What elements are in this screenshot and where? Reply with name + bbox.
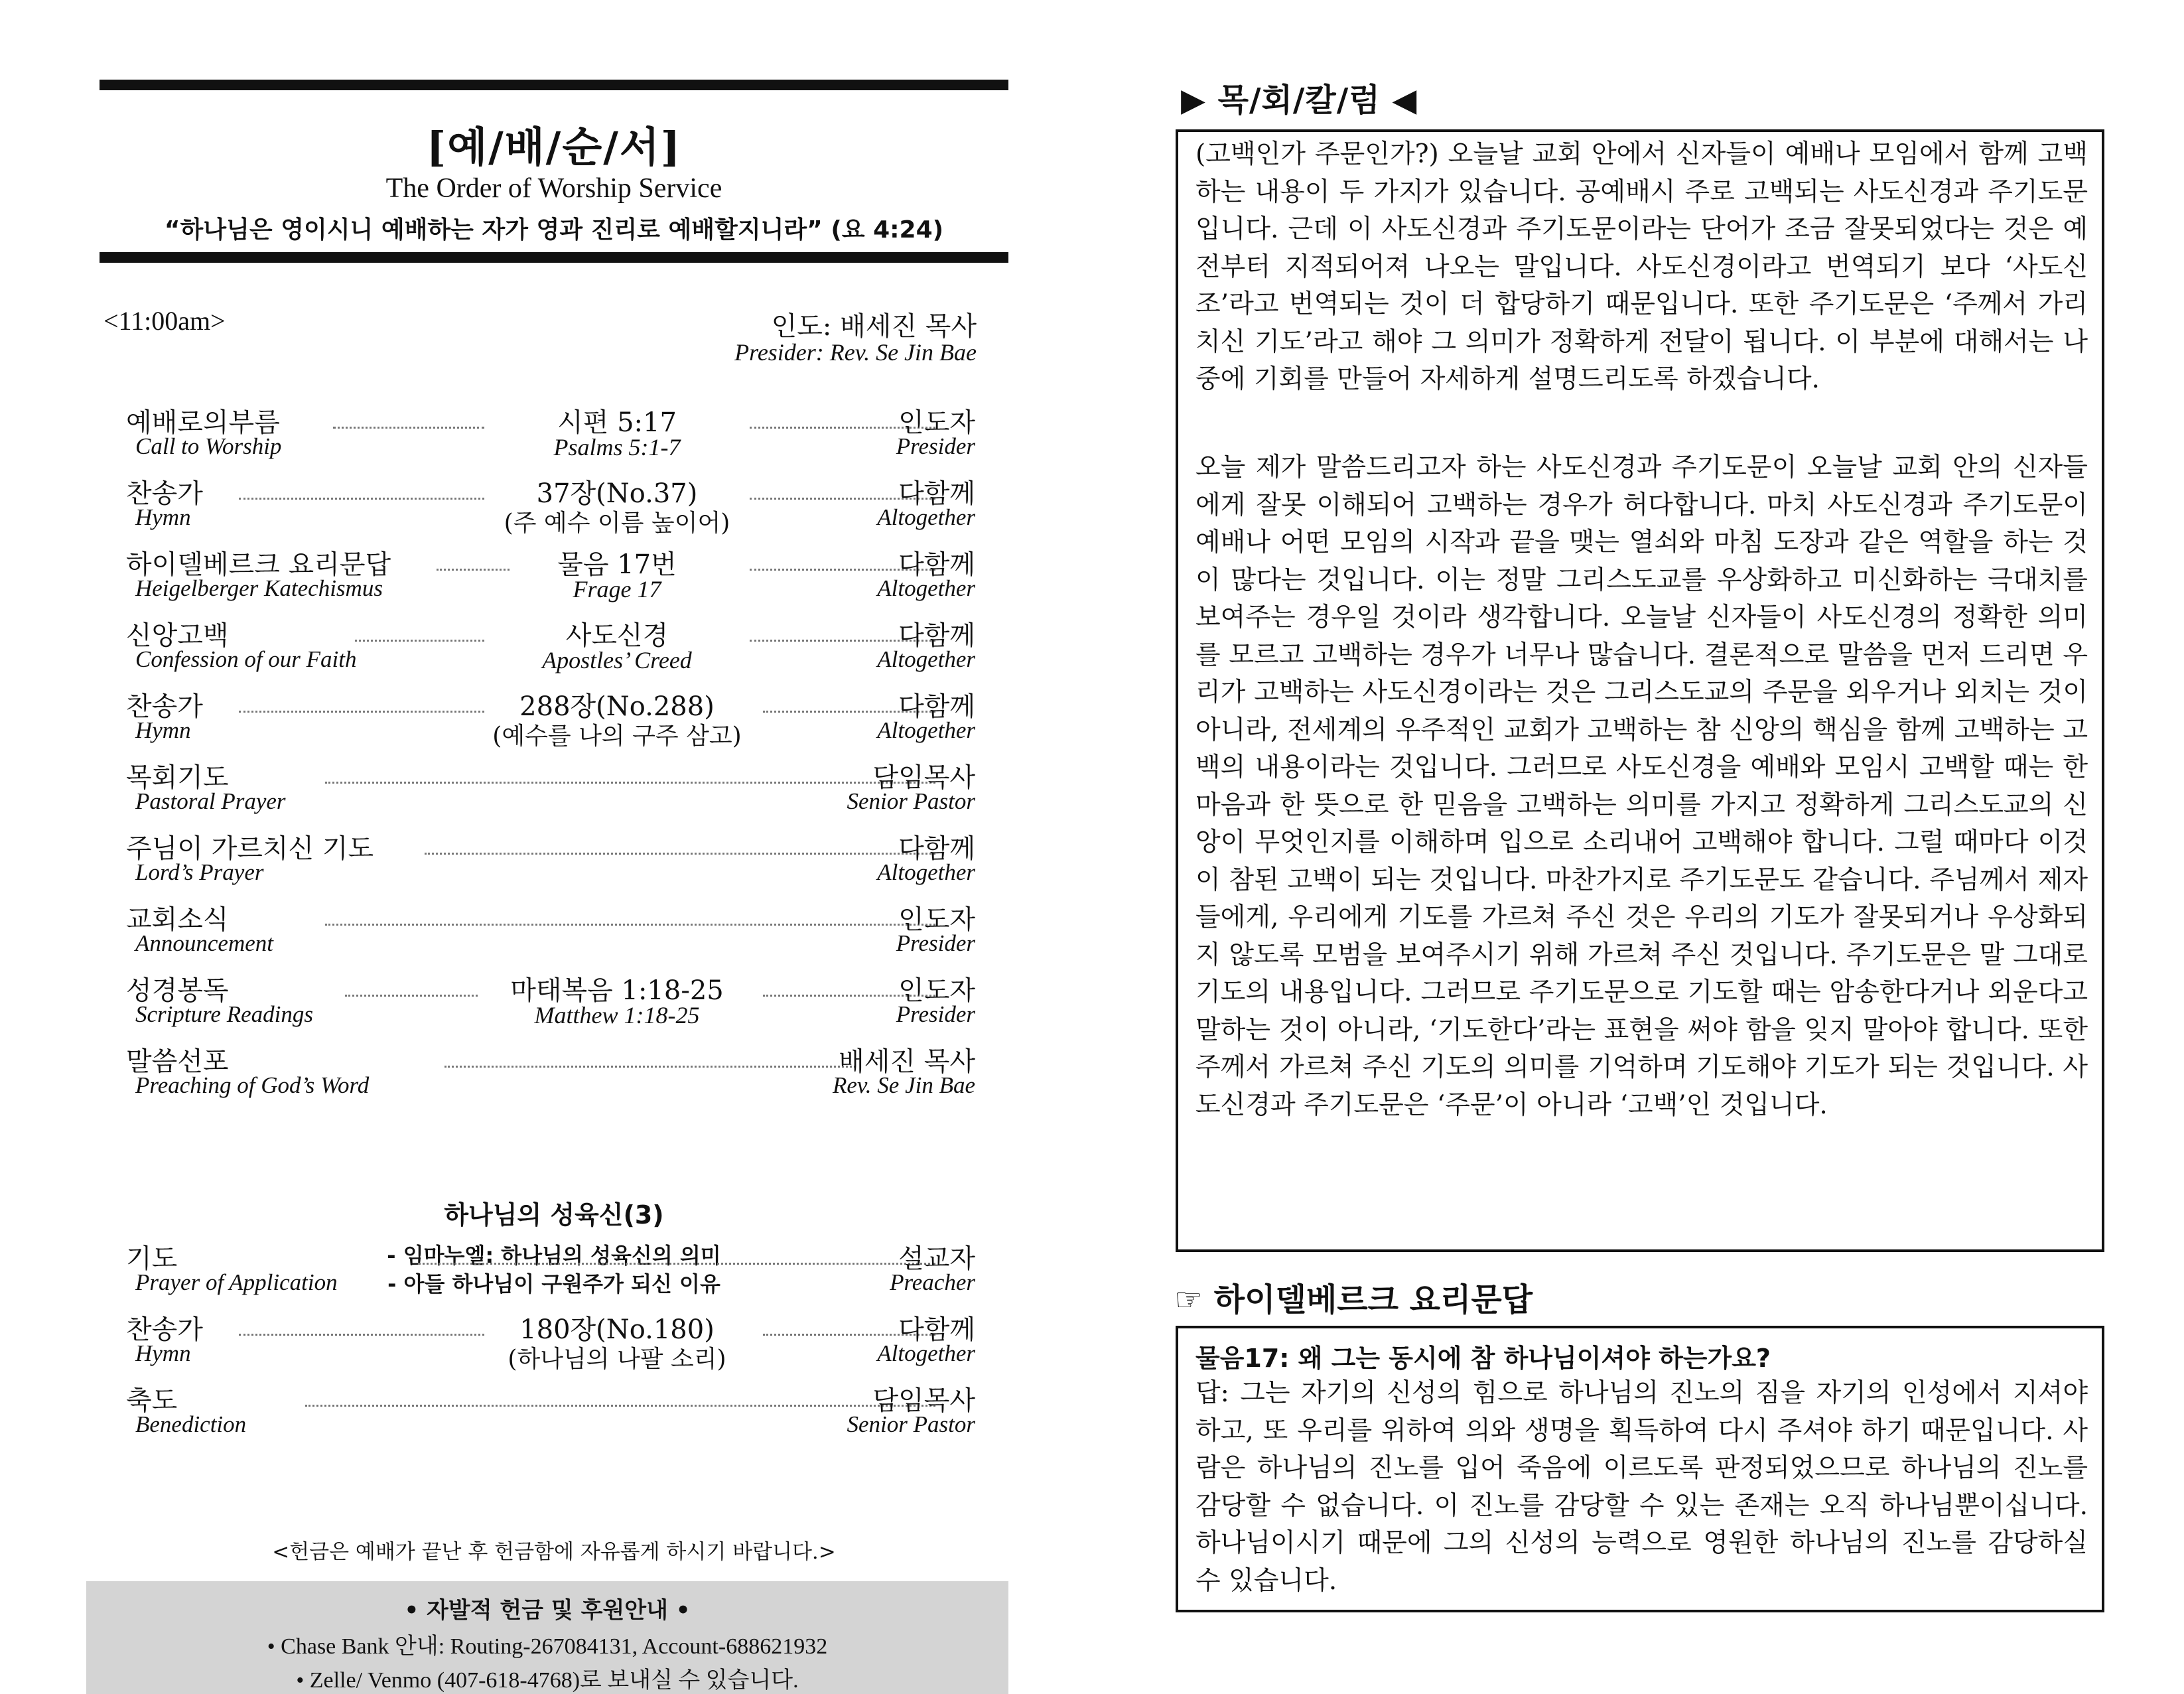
offering-note: <헌금은 예배가 끝난 후 헌금함에 자유롭게 하시기 바랍니다.> [272, 1540, 836, 1564]
item-leader: 인도자 [898, 904, 975, 935]
item-korean: 축도 [126, 1385, 178, 1416]
item-leader: 다함께 [898, 478, 975, 509]
item-korean: 기도 [126, 1243, 178, 1274]
pastor-column-box [1176, 129, 2104, 1252]
item-leader: 담임목사 [872, 762, 975, 793]
item-reference: 물음 17번 [557, 549, 677, 580]
dot-leader [325, 924, 935, 926]
dot-leader [355, 640, 484, 642]
item-leader-english: Presider [896, 1001, 975, 1027]
worship-item-preaching [126, 1040, 1075, 1107]
catechism-answer: 답: 그는 자기의 신성의 힘으로 하나님의 진노의 짐을 자기의 인성에서 지셔야 하고, 또 우리를 위하여 의와 생명을 획득하여 다시 주셔야 하기 때문입니다. 사람은 하나님의 진노를 입어 죽음에 이르도록 판정되었으므로 하나님의 진노를 감당할 수 없습니다. 이 진노를 감당할 수 있는 존재는 오직 하나님뿐이십니다. 하나님이시기 때문에 그의 신성의 능력으로 영원한 하나님의 진노를 감당하실 수 있습니다. [1195, 1378, 2088, 1596]
worship-item-benediction [126, 1379, 1075, 1446]
item-reference-title: (주 예수 이름 높이어) [504, 510, 730, 537]
item-reference-english: Frage 17 [573, 576, 661, 602]
item-leader-english: Presider [896, 433, 975, 459]
catechism-box [1176, 1326, 2104, 1612]
item-korean: 찬송가 [126, 691, 203, 722]
giving-info-box [86, 1581, 1008, 1694]
item-english: Call to Worship [135, 433, 282, 459]
top-rule [100, 80, 1008, 90]
dot-leader [345, 995, 478, 997]
item-leader: 다함께 [898, 833, 975, 864]
worship-item-scripture [126, 969, 1075, 1036]
item-english: Announcement [135, 930, 273, 956]
item-korean: 찬송가 [126, 1314, 203, 1345]
item-korean: 교회소식 [126, 904, 229, 935]
item-leader-english: Altogether [877, 859, 975, 885]
sermon-point: - 임마누엘: 하나님의 성육신의 의미 [387, 1243, 721, 1268]
item-reference: 288장(No.288) [519, 691, 715, 722]
item-leader: 인도자 [898, 407, 975, 438]
item-reference: 마태복음 1:18-25 [510, 975, 724, 1006]
bottom-rule [100, 252, 1008, 263]
dot-leader [305, 1405, 935, 1407]
catechism-question: 물음17: 왜 그는 동시에 참 하나님이셔야 하는가요? [1195, 1344, 1771, 1373]
column-paragraph: (고백인가 주문인가?) 오늘날 교회 안에서 신자들이 예배나 모임에서 함께 고백하는 내용이 두 가지가 있습니다. 공예배시 주로 고백되는 사도신경과 주기도문입니다. 근데 이 사도신경과 주기도문이라는 단어가 조금 잘못되었다는 것은 예전부터 지적되어져 나오는 말입니다. 사도신경이라고 번역되기 보다 ‘사도신조’라고 번역되는 것이 더 합당하기 때문입니다. 또한 주기도문은 ‘주께서 가리치신 기도’라고 해야 그 의미가 정확하게 전달이 됩니다. 이 부분에 대해서는 나중에 기회를 만들어 자세하게 설명드리도록 하겠습니다. [1195, 139, 2088, 394]
sermon-title: 하나님의 성육신(3) [444, 1200, 664, 1230]
item-english: Pastoral Prayer [135, 788, 286, 814]
sermon-point: - 아들 하나님이 구원주가 되신 이유 [387, 1271, 720, 1297]
worship-item-catechism [126, 543, 1075, 610]
item-english: Preaching of God’s Word [135, 1072, 370, 1098]
presider-english: Presider: Rev. Se Jin Bae [734, 339, 977, 366]
item-leader-english: Altogether [877, 717, 975, 743]
item-leader: 인도자 [898, 975, 975, 1006]
pastor-column-heading: ▶ 목/회/칼/럼 ◀ [1181, 82, 1418, 119]
item-leader: 다함께 [898, 549, 975, 580]
item-leader: 다함께 [898, 620, 975, 651]
giving-bank-info: • Chase Bank 안내: Routing-267084131, Account-688621932 [267, 1634, 828, 1659]
item-leader: 배세진 목사 [839, 1046, 975, 1077]
item-korean: 목회기도 [126, 762, 229, 793]
dot-leader [333, 427, 484, 429]
item-reference-english: Matthew 1:18-25 [534, 1002, 700, 1028]
item-leader-english: Senior Pastor [847, 788, 975, 814]
worship-item-pastoral-prayer [126, 756, 1075, 823]
item-leader: 다함께 [898, 691, 975, 722]
item-english: Prayer of Application [135, 1269, 338, 1295]
item-leader: 담임목사 [872, 1385, 975, 1416]
dot-leader [239, 1334, 484, 1336]
dot-leader [239, 498, 484, 500]
column-paragraph: 오늘 제가 말씀드리고자 하는 사도신경과 주기도문이 오늘날 교회 안의 신자들에게 잘못 이해되어 고백하는 경우가 허다합니다. 마치 사도신경과 주기도문이 예배나 어떤 모임의 시작과 끝을 맺는 열쇠와 마침 도장과 같은 역할을 하는 것이 많다는 것입니다. 이는 정말 그리스도교를 우상화하고 미신화하는 극대치를 보여주는 경우일 것이라 생각합니다. 오늘날 신자들이 사도신경의 정확한 의미를 모르고 고백하는 경우가 너무나 많습니다. 결론적으로 말씀을 먼저 드리면 우리가 고백하는 사도신경이라는 것은 그리스도교의 주문을 외우거나 외치는 것이 아니라, 전세계의 우주적인 교회가 고백하는 참 신앙의 핵심을 함께 고백하는 고백의 내용이라는 것입니다. 그러므로 사도신경을 예배와 모임시 고백할 때는 한 마음과 한 뜻으로 한 믿음을 고백하는 의미를 가지고 정확하게 그리스도교의 신앙이 무엇인지를 이해하며 입으로 소리내어 고백해야 합니다. 그럴 때마다 이것이 참된 고백이 되는 것입니다. 마찬가지로 주기도문도 같습니다. 주님께서 제자들에게, 우리에게 기도를 가르쳐 주신 것은 우리의 기도가 잘못되거나 우상화되지 않도록 모범을 보여주시기 위해 가르쳐 주신 것입니다. 주기도문은 말 그대로 기도의 내용입니다. 그러므로 주기도문으로 기도할 때는 암송한다거나 외운다고 말하는 것이 아니라, ‘기도한다’라는 표현을 써야 함을 잊지 말아야 합니다. 또한 주께서 가르쳐 주신 기도의 의미를 기억하며 기도해야 기도가 되는 것입니다. 사도신경과 주기도문은 ‘주문’이 아니라 ‘고백’인 것입니다. [1195, 453, 2088, 1120]
order-title: [예/배/순/서] [426, 123, 682, 171]
item-leader-english: Preacher [890, 1269, 975, 1295]
item-korean: 하이델베르크 요리문답 [126, 549, 391, 580]
item-korean: 말씀선포 [126, 1046, 229, 1077]
item-leader: 설교자 [898, 1243, 975, 1274]
worship-item-announcement [126, 898, 1075, 965]
item-leader-english: Rev. Se Jin Bae [832, 1072, 975, 1098]
item-english: Hymn [135, 1340, 191, 1366]
item-english: Scripture Readings [135, 1001, 313, 1027]
dot-leader [444, 1066, 856, 1068]
worship-item-call-to-worship [126, 401, 1075, 468]
worship-item-hymn-1 [126, 472, 1075, 539]
service-time: <11:00am> [103, 306, 226, 336]
giving-zelle-info: • Zelle/ Venmo (407-618-4768)로 보내실 수 있습니다. [296, 1668, 799, 1693]
item-korean: 신앙고백 [126, 620, 229, 651]
item-english: Hymn [135, 504, 191, 530]
item-english: Confession of our Faith [135, 646, 357, 672]
item-reference: 사도신경 [565, 620, 669, 651]
item-leader-english: Altogether [877, 575, 975, 601]
dot-leader [325, 782, 935, 784]
worship-item-hymn-2 [126, 685, 1075, 752]
order-of-worship [100, 80, 1008, 1693]
item-english: Benediction [135, 1411, 247, 1437]
worship-item-prayer-of-application [126, 1237, 1075, 1304]
order-verse: “하나님은 영이시니 예배하는 자가 영과 진리로 예배할지니라” (요 4:24) [164, 216, 944, 244]
item-leader-english: Presider [896, 930, 975, 956]
item-reference: 180장(No.180) [519, 1314, 715, 1345]
item-english: Hymn [135, 717, 191, 743]
item-reference-english: Apostles’ Creed [542, 647, 692, 673]
item-leader-english: Altogether [877, 504, 975, 530]
order-subtitle: The Order of Worship Service [385, 173, 722, 204]
item-reference-english: Psalms 5:1-7 [553, 434, 681, 460]
item-english: Heigelberger Katechismus [135, 575, 383, 601]
item-english: Lord’s Prayer [135, 859, 264, 885]
item-korean: 예배로의부름 [126, 407, 280, 438]
worship-item-hymn-3 [126, 1308, 1075, 1375]
item-leader-english: Altogether [877, 646, 975, 672]
item-leader: 다함께 [898, 1314, 975, 1345]
item-reference-title: (하나님의 나팔 소리) [508, 1346, 726, 1373]
item-leader-english: Altogether [877, 1340, 975, 1366]
item-korean: 주님이 가르치신 기도 [126, 833, 374, 864]
presider-korean: 인도: 배세진 목사 [771, 311, 977, 342]
item-reference: 37장(No.37) [536, 478, 698, 509]
item-reference: 시편 5:17 [557, 407, 677, 438]
item-leader-english: Senior Pastor [847, 1411, 975, 1437]
dot-leader [239, 711, 484, 713]
dot-leader [418, 1263, 935, 1265]
item-reference-title: (예수를 나의 구주 삼고) [492, 723, 742, 750]
dot-leader [425, 853, 935, 855]
worship-item-confession [126, 614, 1075, 681]
worship-item-lords-prayer [126, 827, 1075, 894]
item-korean: 찬송가 [126, 478, 203, 509]
item-korean: 성경봉독 [126, 975, 229, 1006]
catechism-heading: ☞ 하이델베르크 요리문답 [1174, 1281, 1533, 1318]
giving-title: • 자발적 헌금 및 후원안내 • [404, 1597, 691, 1624]
